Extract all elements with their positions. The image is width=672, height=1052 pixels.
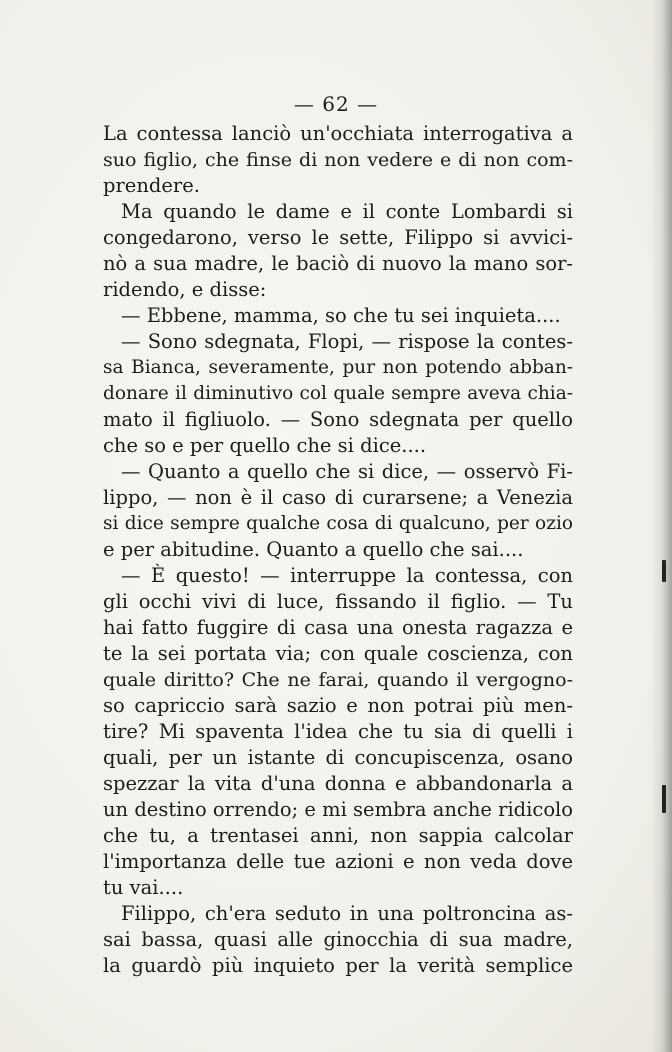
text-line: — Sono sdegnata, Flopi, — rispose la contes- bbox=[121, 330, 573, 353]
text-line: lippo, — non è il caso di curarsene; a Venezia bbox=[103, 486, 573, 509]
text-line: sa Bianca, severamente, pur non potendo abban- bbox=[103, 357, 573, 378]
text-line: so capriccio sarà sazio e non potrai più men- bbox=[103, 694, 573, 717]
text-line: l'importanza delle tue azioni e non veda dove bbox=[103, 850, 573, 873]
text-line: un destino orrendo; e mi sembra anche ridicolo bbox=[103, 798, 574, 821]
text-line: suo figlio, che finse di non vedere e di non com- bbox=[103, 149, 573, 171]
text-line: mato il figliuolo. — Sono sdegnata per quello bbox=[103, 408, 573, 431]
text-line: tu vai.... bbox=[103, 876, 184, 899]
text-line: che tu, a trentasei anni, non sappia calcolar bbox=[103, 824, 573, 847]
text-line: — Ebbene, mamma, so che tu sei inquieta.... bbox=[121, 304, 561, 327]
page-edge-shadow bbox=[650, 0, 672, 1052]
text-line: che so e per quello che si dice.... bbox=[103, 434, 427, 457]
text-line: quali, per un istante di concupiscenza, osano bbox=[103, 746, 573, 769]
margin-mark bbox=[662, 785, 666, 813]
text-line: prendere. bbox=[103, 174, 200, 197]
text-line: te la sei portata via; con quale coscienza, con bbox=[103, 642, 573, 665]
text-line: — Quanto a quello che si dice, — osservò Fi- bbox=[121, 460, 573, 483]
text-line: Ma quando le dame e il conte Lombardi si bbox=[121, 200, 573, 223]
text-line: e per abitudine. Quanto a quello che sai.... bbox=[103, 538, 524, 561]
text-line: gli occhi vivi di luce, fissando il figlio. — Tu bbox=[103, 590, 573, 613]
text-line: La contessa lanciò un'occhiata interrogativa a bbox=[103, 122, 573, 145]
text-line: hai fatto fuggire di casa una onesta ragazza e bbox=[103, 616, 573, 639]
text-line: tire? Mi spaventa l'idea che tu sia di quelli i bbox=[103, 720, 573, 743]
text-line: la guardò più inquieto per la verità semplice bbox=[103, 954, 573, 977]
text-line: nò a sua madre, le baciò di nuovo la mano sor- bbox=[103, 252, 573, 275]
margin-mark bbox=[662, 560, 666, 582]
text-line: spezzar la vita d'una donna e abbandonarla a bbox=[103, 772, 573, 795]
page-number: — 62 — bbox=[293, 92, 379, 116]
text-line: sai bassa, quasi alle ginocchia di sua madre, bbox=[103, 928, 573, 951]
text-line: ridendo, e disse: bbox=[103, 278, 267, 301]
text-line: quale diritto? Che ne farai, quando il vergogno- bbox=[103, 669, 573, 691]
text-line: si dice sempre qualche cosa di qualcuno, per ozio bbox=[103, 513, 573, 534]
text-line: Filippo, ch'era seduto in una poltroncina as- bbox=[121, 902, 573, 925]
text-line: — È questo! — interruppe la contessa, con bbox=[121, 564, 573, 587]
text-line: donare il diminutivo col quale sempre aveva chia- bbox=[103, 383, 573, 404]
text-line: congedarono, verso le sette, Filippo si avvici- bbox=[103, 226, 573, 249]
